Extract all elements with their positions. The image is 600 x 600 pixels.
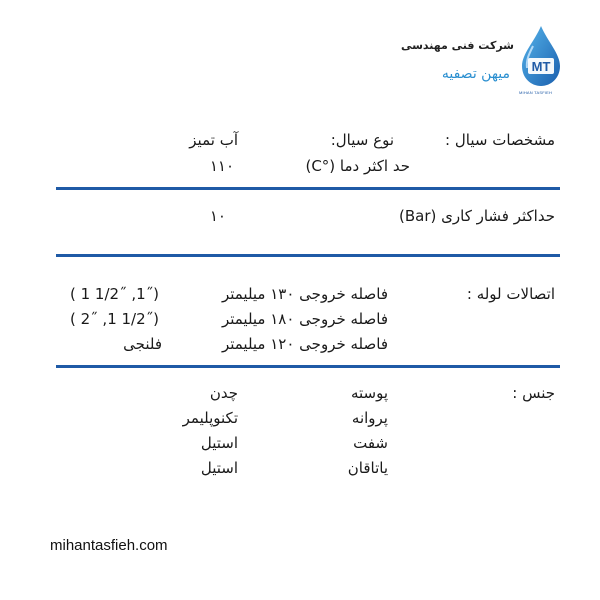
materials-section-title: جنس : bbox=[512, 384, 555, 402]
section-divider bbox=[56, 187, 560, 190]
material-part: پوسته bbox=[350, 384, 388, 402]
connection-size: ( 2˝ ,1 1/2˝) bbox=[70, 310, 160, 328]
max-pressure-label: حداکثر فشار کاری (Bar) bbox=[399, 207, 555, 225]
website-url: mihantasfieh.com bbox=[50, 537, 168, 554]
material-part: شفت bbox=[353, 434, 388, 452]
material-value: استیل bbox=[200, 459, 238, 477]
connection-distance: فاصله خروجی ۱۸۰ میلیمتر bbox=[221, 310, 388, 328]
connection-distance: فاصله خروجی ۱۲۰ میلیمتر bbox=[221, 335, 388, 353]
material-value: استیل bbox=[200, 434, 238, 452]
fluid-section-title: مشخصات سیال : bbox=[445, 131, 555, 149]
material-part: یاتاقان bbox=[347, 459, 388, 477]
connections-section-title: اتصالات لوله : bbox=[466, 285, 555, 303]
max-temp-label: حد اکثر دما (°C) bbox=[305, 157, 410, 175]
max-temp-value: ۱۱۰ bbox=[209, 157, 234, 175]
section-divider bbox=[56, 365, 560, 368]
logo-letters: MT bbox=[531, 59, 551, 74]
company-type-label: شرکت فنی مهندسی bbox=[400, 39, 514, 52]
brand-name: میهن تصفیه bbox=[441, 66, 510, 82]
fluid-type-label: نوع سیال: bbox=[330, 131, 394, 149]
logo-caption: MIHAN TASFIEH bbox=[519, 90, 553, 95]
company-logo bbox=[516, 24, 566, 94]
section-divider bbox=[56, 254, 560, 257]
material-value: چدن bbox=[209, 384, 238, 402]
fluid-type-value: آب تمیز bbox=[189, 131, 238, 149]
water-drop-icon bbox=[516, 24, 566, 94]
connection-size: ( 1 1/2˝ ,1˝) bbox=[70, 285, 160, 303]
max-pressure-value: ۱۰ bbox=[209, 207, 226, 225]
material-value: تکنوپلیمر bbox=[182, 409, 238, 427]
connection-distance: فاصله خروجی ۱۳۰ میلیمتر bbox=[221, 285, 388, 303]
connection-size: فلنجی bbox=[123, 335, 162, 353]
material-part: پروانه bbox=[351, 409, 388, 427]
